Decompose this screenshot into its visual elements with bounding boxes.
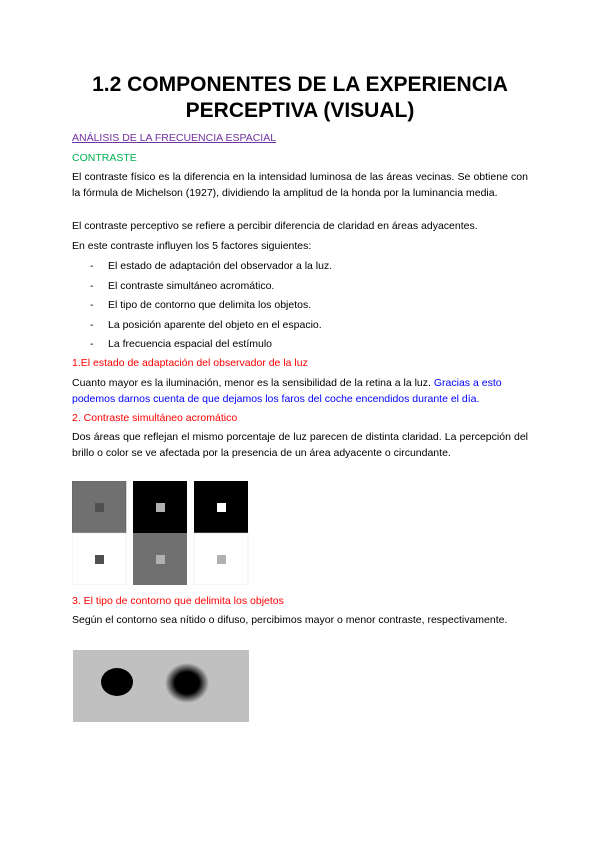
list-item [90,278,274,294]
list-item-text: La frecuencia espacial del estímulo [108,338,273,350]
list-item-text: La posición aparente del objeto en el espacio. [108,319,322,331]
list-item-text: El contraste simultáneo acromático. [108,280,275,292]
list-item-text: El tipo de contorno que delimita los objetos. [108,299,312,311]
list-item [90,297,311,313]
contrast-swatch-top-right [194,481,248,533]
contrast-swatch-bottom-right [194,533,248,585]
contour-contrast-figure [73,650,249,722]
section1-heading: 1.El estado de adaptación del observador de la luz [72,357,308,369]
subheading-contraste: CONTRASTE [72,152,137,164]
paragraph-contraste-fisico: El contraste físico es la diferencia en la intensidad luminosa de las áreas vecinas. Se obtiene con la fórmula de Michelson (1927), dividiendo la amplitud de la honda por la luminancia media. [72,171,528,199]
list-item [90,317,322,333]
list-dash: - [90,338,94,350]
page-title [72,72,528,124]
paragraph-contraste-perceptivo: El contraste perceptivo se refiere a percibir diferencia de claridad en áreas adyacentes. [72,220,478,232]
contrast-swatch-top-middle [133,481,187,533]
section3-paragraph: Según el contorno sea nítido o difuso, percibimos mayor o menor contraste, respectivamente. [72,614,508,626]
blurred-contour-disk [165,663,209,703]
contrast-swatch-top-left [72,481,126,533]
paragraph-factores-intro: En este contraste influyen los 5 factores siguientes: [72,240,312,252]
section2-paragraph: Dos áreas que reflejan el mismo porcentaje de luz parecen de distinta claridad. La percepción del brillo o color se ve afectada por la presencia de un área adyacente o circundante. [72,431,528,459]
section2-heading: 2. Contraste simultáneo acromático [72,412,238,424]
list-dash: - [90,280,94,292]
gray-background [73,650,249,722]
list-dash: - [90,319,94,331]
section3-heading: 3. El tipo de contorno que delimita los objetos [72,595,284,607]
section1-paragraph [72,375,528,407]
list-item [90,258,332,274]
simultaneous-contrast-figure [72,481,250,585]
sharp-contour-disk [101,668,133,696]
contrast-swatch-bottom-left [72,533,126,585]
contrast-swatch-bottom-middle [133,533,187,585]
list-item-text: El estado de adaptación del observador a la luz. [108,260,333,272]
section1-text: Cuanto mayor es la iluminación, menor es la sensibilidad de la retina a la luz. [72,377,431,389]
list-dash: - [90,299,94,311]
section-link[interactable]: ANÁLISIS DE LA FRECUENCIA ESPACIAL [72,132,277,144]
page-title-line-1: 1.2 COMPONENTES DE LA EXPERIENCIA [92,73,508,96]
page-title-line-2: PERCEPTIVA (VISUAL) [185,99,415,122]
list-dash: - [90,260,94,272]
section1-note: Gracias a esto podemos darnos cuenta de que dejamos los faros del coche encendidos durante el día. [72,377,502,405]
list-item [90,336,272,352]
